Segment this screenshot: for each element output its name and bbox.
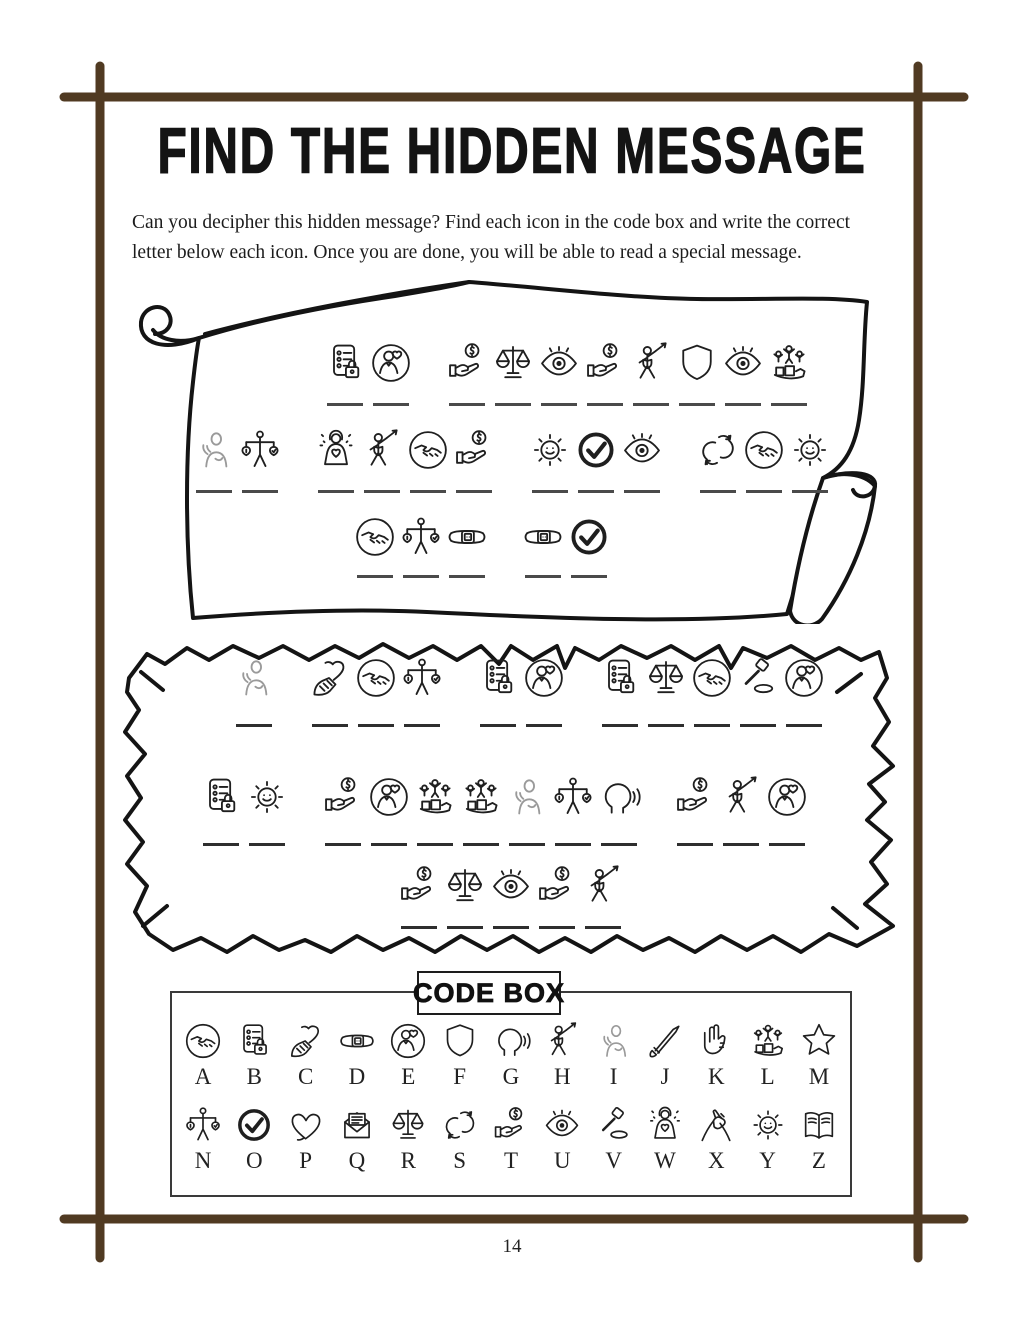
code-entry-J [642,1021,688,1090]
checklist-lock-icon [323,341,367,385]
answer-blank [746,490,782,493]
code-letter: F [453,1064,467,1089]
envelope-letter-icon [337,1105,377,1145]
answer-blank [740,724,776,727]
answer-blank [769,843,805,846]
icon-word [598,656,826,727]
code-letter: G [502,1064,520,1089]
code-letter: D [348,1064,366,1089]
icon-sequence [321,775,641,819]
person-balance-icon [183,1105,223,1145]
code-letter: S [453,1148,467,1173]
code-letter: L [760,1064,775,1089]
answer-blanks [696,490,832,493]
heart-icon [286,1105,326,1145]
icon-sequence [232,656,276,700]
answer-blank [495,403,531,406]
answer-blank [525,575,561,578]
code-letter: M [808,1064,830,1089]
pledge-person-icon [505,775,549,819]
icon-word [521,515,611,578]
code-entry-B [231,1021,277,1090]
code-entry-D [334,1021,380,1090]
heads-exchange-icon [440,1105,480,1145]
code-entry-M [796,1021,842,1090]
code-entry-K [693,1021,739,1090]
answer-blank [357,575,393,578]
answer-blank [601,843,637,846]
code-letter: Y [759,1148,776,1173]
belt-icon [521,515,565,559]
answer-blank [242,490,278,493]
icon-sequence [353,515,489,559]
code-letter: E [401,1064,416,1089]
code-letter: V [605,1148,622,1173]
answer-blank [633,403,669,406]
answer-blank [196,490,232,493]
code-letter: K [707,1064,725,1089]
hand-coin-icon [583,341,627,385]
hand-coin-icon [491,1105,531,1145]
answer-blank [539,926,575,929]
message-row [134,656,924,727]
speaking-head-icon [597,775,641,819]
woman-heart-icon [314,428,358,472]
answer-blanks [321,843,641,846]
warrior-sword-icon [719,775,763,819]
answer-blank [725,403,761,406]
message-row [109,775,899,846]
handshake-circle-icon [690,656,734,700]
answer-blank [410,490,446,493]
smiling-sun-icon [748,1105,788,1145]
code-entry-I [591,1021,637,1090]
speaking-head-icon [491,1021,531,1061]
answer-blank [493,926,529,929]
scales-icon [388,1105,428,1145]
answer-blank [447,926,483,929]
code-entry-V [591,1105,637,1174]
person-heart-circle-icon [367,775,411,819]
icon-word [397,864,625,929]
eye-icon [542,1105,582,1145]
code-letter: Q [348,1148,366,1173]
icon-sequence [476,656,566,700]
answer-blanks [397,926,625,929]
check-circle-icon [234,1105,274,1145]
answer-blank [371,843,407,846]
icon-word [528,428,664,493]
code-letter: B [246,1064,262,1089]
icon-word [192,428,282,493]
answer-blank [417,843,453,846]
eye-icon [721,341,765,385]
answer-blanks [521,575,611,578]
celebration-gifts-icon [413,775,457,819]
scroll-banner [127,272,897,624]
answer-blank [700,490,736,493]
hand-coin-icon [673,775,717,819]
person-balance-icon [238,428,282,472]
code-entry-R [385,1105,431,1174]
open-book-icon [799,1105,839,1145]
code-entry-F [437,1021,483,1090]
belt-icon [445,515,489,559]
code-entry-C [283,1021,329,1090]
person-balance-icon [551,775,595,819]
icon-sequence [199,775,289,819]
answer-blank [325,843,361,846]
person-heart-circle-icon [782,656,826,700]
answer-blank [587,403,623,406]
shield-icon [440,1021,480,1061]
answer-blank [456,490,492,493]
icon-sequence [445,341,811,385]
clasped-hands-icon [696,1105,736,1145]
code-entry-T [488,1105,534,1174]
scales-icon [644,656,688,700]
icon-sequence [521,515,611,559]
icon-sequence [323,341,413,385]
code-entry-H [539,1021,585,1090]
icon-word [232,656,276,727]
checklist-lock-icon [598,656,642,700]
code-letter: P [299,1148,313,1173]
answer-blank [677,843,713,846]
icon-word [321,775,641,846]
icon-word [476,656,566,727]
answer-blank [771,403,807,406]
code-entry-Q [334,1105,380,1174]
answer-blank [203,843,239,846]
sword-icon [645,1021,685,1061]
answer-blank [249,843,285,846]
code-entry-E [385,1021,431,1090]
handshake-circle-icon [353,515,397,559]
answer-blank [327,403,363,406]
smiling-sun-icon [528,428,572,472]
warrior-sword-icon [360,428,404,472]
warrior-sword-icon [542,1021,582,1061]
hand-heart-icon [286,1021,326,1061]
code-letter: I [609,1064,618,1089]
answer-blank [694,724,730,727]
answer-blank [541,403,577,406]
answer-blank [509,843,545,846]
hand-heart-icon [308,656,352,700]
code-entry-X [693,1105,739,1174]
icon-word [308,656,444,727]
person-balance-icon [400,656,444,700]
code-letter: U [553,1148,571,1173]
answer-blank [373,403,409,406]
answer-blanks [445,403,811,406]
person-heart-circle-icon [369,341,413,385]
answer-blank [403,575,439,578]
woman-heart-icon [645,1105,685,1145]
icon-sequence [314,428,496,472]
icon-word [323,341,413,406]
answer-blanks [323,403,413,406]
icon-sequence [696,428,832,472]
answer-blank [480,724,516,727]
icon-sequence [673,775,809,819]
warrior-sword-icon [629,341,673,385]
code-box-row-1 [180,1021,842,1090]
message-row [116,864,906,929]
answer-blanks [192,490,282,493]
hand-coin-icon [535,864,579,908]
answer-blank [532,490,568,493]
star-icon [799,1021,839,1061]
code-entry-N [180,1105,226,1174]
hand-coin-icon [445,341,489,385]
icon-word [673,775,809,846]
check-circle-icon [574,428,618,472]
answer-blanks [598,724,826,727]
celebration-gifts-icon [459,775,503,819]
icon-sequence [598,656,826,700]
code-letter: T [503,1148,518,1173]
code-entry-A [180,1021,226,1090]
answer-blank [404,724,440,727]
message-row [97,515,867,578]
hand-coin-icon [321,775,365,819]
celebration-gifts-icon [767,341,811,385]
handshake-circle-icon [742,428,786,472]
person-heart-circle-icon [765,775,809,819]
icon-word [445,341,811,406]
answer-blank [648,724,684,727]
parchment [113,634,903,964]
answer-blank [555,843,591,846]
code-entry-Y [745,1105,791,1174]
code-entry-S [437,1105,483,1174]
code-letter: J [660,1064,670,1089]
checklist-lock-icon [234,1021,274,1061]
scales-icon [443,864,487,908]
answer-blank [679,403,715,406]
answer-blanks [528,490,664,493]
answer-blank [449,403,485,406]
code-letter: R [400,1148,416,1173]
code-entry-U [539,1105,585,1174]
icon-sequence [528,428,664,472]
page-number: 14 [502,1236,522,1257]
answer-blank [449,575,485,578]
icon-word [199,775,289,846]
person-balance-icon [399,515,443,559]
answer-blank [792,490,828,493]
code-box [170,991,852,1197]
code-letter: X [707,1148,725,1173]
shield-icon [675,341,719,385]
handshake-circle-icon [183,1021,223,1061]
answer-blank [236,724,272,727]
answer-blank [571,575,607,578]
check-circle-icon [567,515,611,559]
answer-blank [624,490,660,493]
code-entry-P [283,1105,329,1174]
code-letter: O [246,1148,263,1173]
code-entry-L [745,1021,791,1090]
smiling-sun-icon [788,428,832,472]
icon-sequence [192,428,282,472]
hand-coin-icon [452,428,496,472]
hand-coin-icon [397,864,441,908]
gavel-icon [594,1105,634,1145]
smiling-sun-icon [245,775,289,819]
page-title: FIND THE HIDDEN MESSAGE [157,115,867,187]
checklist-lock-icon [199,775,243,819]
person-heart-circle-icon [388,1021,428,1061]
eye-icon [537,341,581,385]
answer-blank [358,724,394,727]
code-entry-G [488,1021,534,1090]
code-letter: W [654,1148,676,1173]
icon-word [353,515,489,578]
answer-blank [786,724,822,727]
icon-sequence [397,864,625,908]
pledge-person-icon [232,656,276,700]
gavel-icon [736,656,780,700]
code-letter: C [297,1064,314,1089]
celebration-gifts-icon [748,1021,788,1061]
scales-icon [491,341,535,385]
answer-blanks [232,724,276,727]
answer-blank [401,926,437,929]
answer-blank [364,490,400,493]
answer-blanks [353,575,489,578]
icon-sequence [308,656,444,700]
code-letter: A [194,1064,212,1089]
pledge-person-icon [594,1021,634,1061]
answer-blanks [476,724,566,727]
code-box-label: CODE BOX [417,971,561,1015]
message-row [182,341,952,406]
answer-blanks [673,843,809,846]
answer-blank [312,724,348,727]
checklist-lock-icon [476,656,520,700]
answer-blank [318,490,354,493]
peace-hand-icon [696,1021,736,1061]
answer-blanks [308,724,444,727]
answer-blank [723,843,759,846]
belt-icon [337,1021,377,1061]
message-row [127,428,897,493]
handshake-circle-icon [354,656,398,700]
answer-blanks [199,843,289,846]
warrior-sword-icon [581,864,625,908]
code-letter: N [194,1148,212,1173]
answer-blank [463,843,499,846]
icon-word [314,428,496,493]
code-box-row-2 [180,1105,842,1174]
code-entry-Z [796,1105,842,1174]
answer-blank [602,724,638,727]
answer-blanks [314,490,496,493]
pledge-person-icon [192,428,236,472]
icon-word [696,428,832,493]
heads-exchange-icon [696,428,740,472]
code-entry-W [642,1105,688,1174]
eye-icon [620,428,664,472]
code-entry-O [231,1105,277,1174]
person-heart-circle-icon [522,656,566,700]
instructions: Can you decipher this hidden message? Find each icon in the code box and write the correct letter below each icon. Once you are done, you will be able to read a special message. [132,212,851,263]
code-letter: Z [811,1148,826,1173]
code-letter: H [553,1064,571,1089]
handshake-circle-icon [406,428,450,472]
answer-blank [585,926,621,929]
eye-icon [489,864,533,908]
answer-blank [526,724,562,727]
answer-blank [578,490,614,493]
